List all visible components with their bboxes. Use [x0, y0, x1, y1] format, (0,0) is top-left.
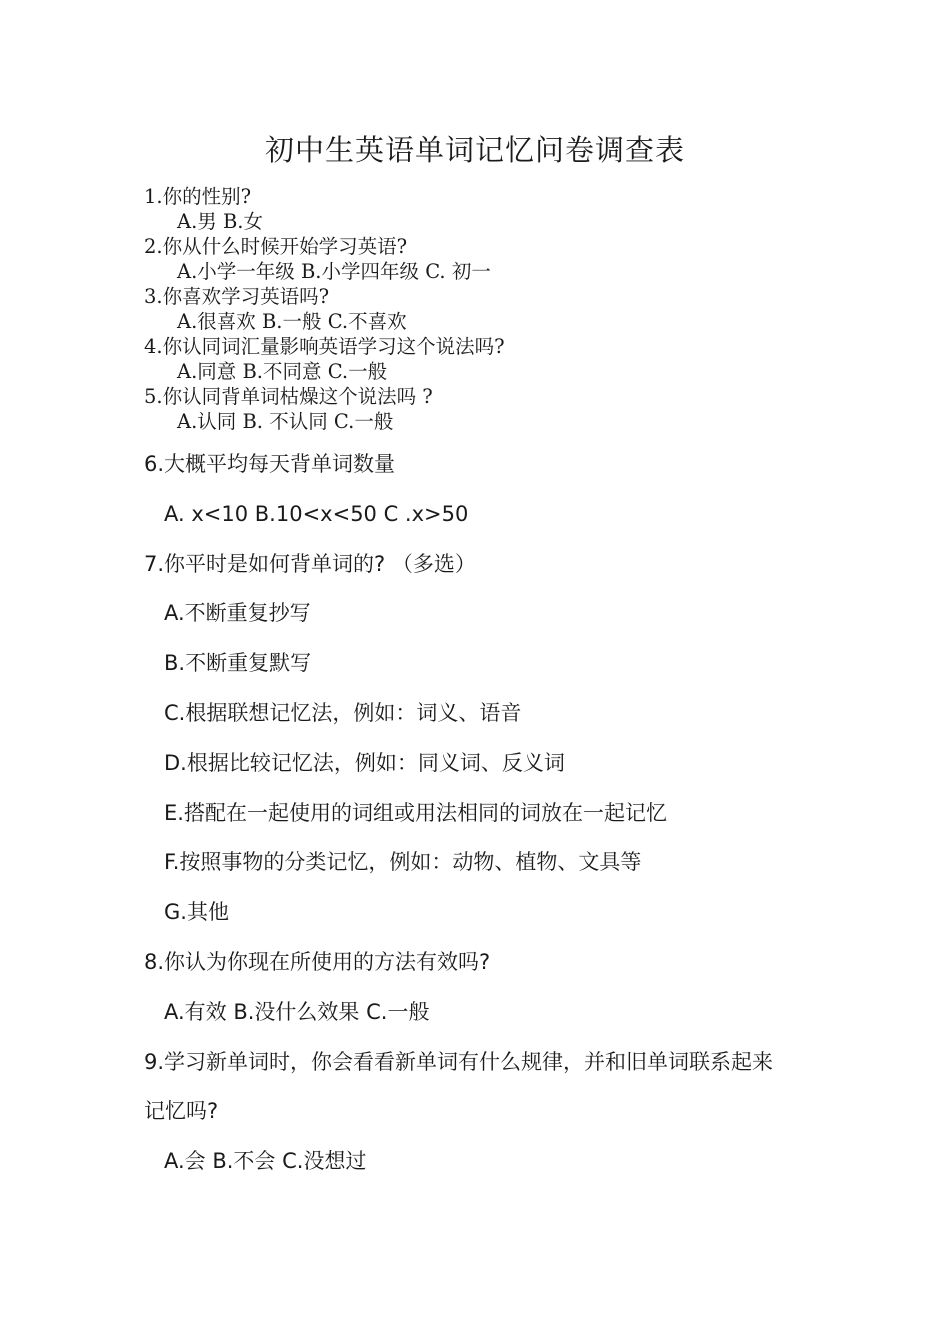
question-6-serif-text: 大概平 — [164, 452, 228, 476]
question-6-options: A. x<10 B.10<x<50 C .x>50 — [164, 501, 469, 526]
question-2-options: A.小学一年级 B.小学四年级 C. 初一 — [177, 260, 491, 283]
question-7-option-e: E.搭配在一起使用的词组或用法相同的词放在一起记忆 — [164, 800, 667, 825]
question-9-options: A.会 B.不会 C.没想过 — [164, 1149, 367, 1174]
question-1: 1.你的性别? — [144, 185, 252, 208]
question-4: 4.你认同词汇量影响英语学习这个说法吗? — [144, 335, 505, 358]
question-7-option-a: A.不断重复抄写 — [164, 601, 311, 626]
question-6-number: 6. — [144, 452, 165, 476]
page-title: 初中生英语单词记忆问卷调查表 — [264, 133, 685, 167]
question-7-option-g: G.其他 — [164, 900, 229, 925]
question-5: 5.你认同背单词枯燥这个说法吗 ? — [144, 385, 433, 408]
question-6 — [144, 440, 824, 490]
question-5-options: A.认同 B. 不认同 C.一般 — [177, 410, 394, 433]
question-1-options: A.男 B.女 — [177, 210, 264, 233]
question-2: 2.你从什么时候开始学习英语? — [144, 235, 408, 258]
question-7: 7.你平时是如何背单词的? （多选） — [144, 551, 476, 576]
question-3-options: A.很喜欢 B.一般 C.不喜欢 — [177, 310, 407, 333]
question-7-option-f: F.按照事物的分类记忆，例如：动物、植物、文具等 — [164, 850, 642, 875]
question-9-line-2: 记忆吗? — [144, 1099, 219, 1124]
question-8: 8.你认为你现在所使用的方法有效吗? — [144, 949, 491, 974]
questions-1-5 — [144, 184, 844, 434]
question-8-options: A.有效 B.没什么效果 C.一般 — [164, 999, 430, 1024]
question-4-options: A.同意 B.不同意 C.一般 — [177, 360, 388, 383]
question-6-sans-text: 均每天背单词数量 — [227, 452, 396, 476]
question-7-option-d: D.根据比较记忆法，例如：同义词、反义词 — [164, 750, 565, 775]
question-7-option-b: B.不断重复默写 — [164, 651, 312, 676]
question-9-line-1: 9.学习新单词时，你会看看新单词有什么规律，并和旧单词联系起来 — [144, 1049, 774, 1074]
question-3: 3.你喜欢学习英语吗? — [144, 285, 330, 308]
questions-6-9 — [144, 440, 824, 1187]
question-7-option-c: C.根据联想记忆法，例如：词义、语音 — [164, 700, 522, 725]
